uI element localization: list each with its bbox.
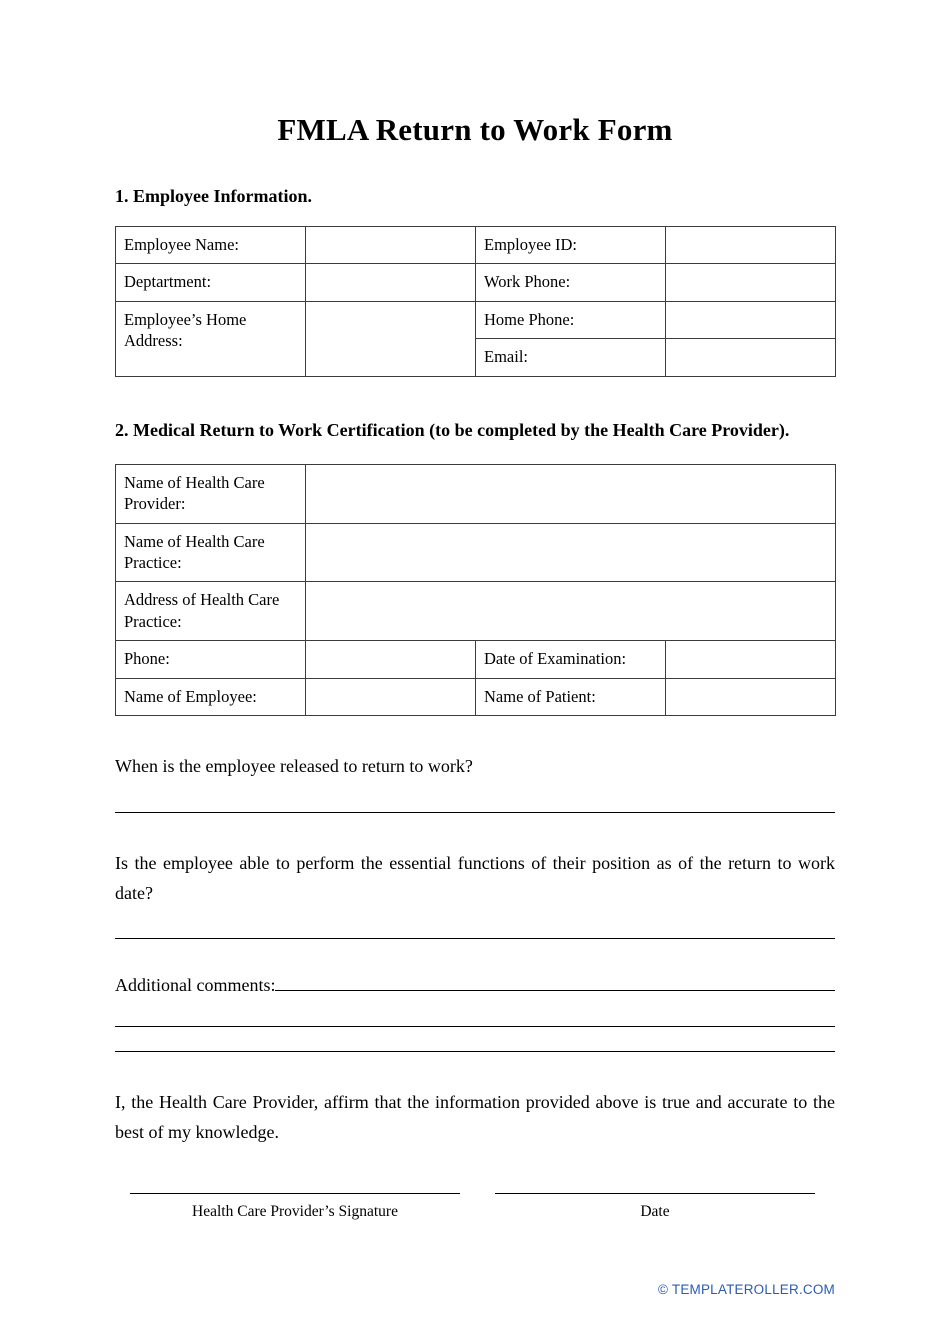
- provider-signature-block: [115, 1193, 475, 1221]
- home-phone-label: Home Phone:: [476, 301, 666, 338]
- question-release-date: When is the employee released to return to work?: [115, 756, 473, 777]
- home-phone-field[interactable]: [666, 301, 836, 338]
- table-row: [116, 523, 836, 582]
- medical-certification-table: [115, 464, 836, 717]
- provider-name-label: Name of Health Care Provider:: [116, 464, 306, 523]
- work-phone-field[interactable]: [666, 264, 836, 301]
- table-row: [116, 264, 836, 301]
- date-signature-block: [475, 1193, 835, 1221]
- email-label: Email:: [476, 339, 666, 376]
- employee-name-cert-field[interactable]: [306, 678, 476, 715]
- provider-phone-field[interactable]: [306, 641, 476, 678]
- provider-phone-label: Phone:: [116, 641, 306, 678]
- home-address-label: Employee’s Home Address:: [116, 301, 306, 376]
- section-2-heading: 2. Medical Return to Work Certification (to be completed by the Health Care Provider).: [115, 419, 790, 440]
- question-essential-functions: Is the employee able to perform the essential functions of their position as of the return to work date?: [115, 852, 835, 903]
- table-row: [116, 301, 836, 338]
- employee-information-table: [115, 226, 836, 377]
- footer-watermark: © TEMPLATEROLLER.COM: [658, 1282, 835, 1297]
- exam-date-label: Date of Examination:: [476, 641, 666, 678]
- date-caption: Date: [640, 1202, 670, 1220]
- table-row: [116, 464, 836, 523]
- table-row: [116, 582, 836, 641]
- employee-id-label: Employee ID:: [476, 227, 666, 264]
- employee-name-label: Employee Name:: [116, 227, 306, 264]
- additional-comments-line-1[interactable]: [275, 977, 835, 991]
- practice-address-label: Address of Health Care Practice:: [116, 582, 306, 641]
- additional-comments-row: [115, 939, 835, 996]
- additional-comments-line-2[interactable]: [115, 1026, 835, 1027]
- practice-address-field[interactable]: [306, 582, 836, 641]
- department-field[interactable]: [306, 264, 476, 301]
- provider-signature-caption: Health Care Provider’s Signature: [192, 1202, 398, 1220]
- additional-comments-label: Additional comments:: [115, 975, 276, 996]
- table-row: [116, 641, 836, 678]
- home-address-field[interactable]: [306, 301, 476, 376]
- practice-name-label: Name of Health Care Practice:: [116, 523, 306, 582]
- table-row: [116, 678, 836, 715]
- affirmation-text: I, the Health Care Provider, affirm that the information provided above is true and accurate to the best of my knowledge.: [115, 1092, 835, 1142]
- patient-name-field[interactable]: [666, 678, 836, 715]
- patient-name-label: Name of Patient:: [476, 678, 666, 715]
- employee-name-cert-label: Name of Employee:: [116, 678, 306, 715]
- exam-date-field[interactable]: [666, 641, 836, 678]
- employee-id-field[interactable]: [666, 227, 836, 264]
- page-title: FMLA Return to Work Form: [277, 112, 673, 147]
- email-field[interactable]: [666, 339, 836, 376]
- signature-row: [115, 1193, 835, 1221]
- department-label: Deptartment:: [116, 264, 306, 301]
- provider-name-field[interactable]: [306, 464, 836, 523]
- practice-name-field[interactable]: [306, 523, 836, 582]
- employee-name-field[interactable]: [306, 227, 476, 264]
- work-phone-label: Work Phone:: [476, 264, 666, 301]
- section-1-heading: 1. Employee Information.: [115, 186, 312, 206]
- table-row: [116, 227, 836, 264]
